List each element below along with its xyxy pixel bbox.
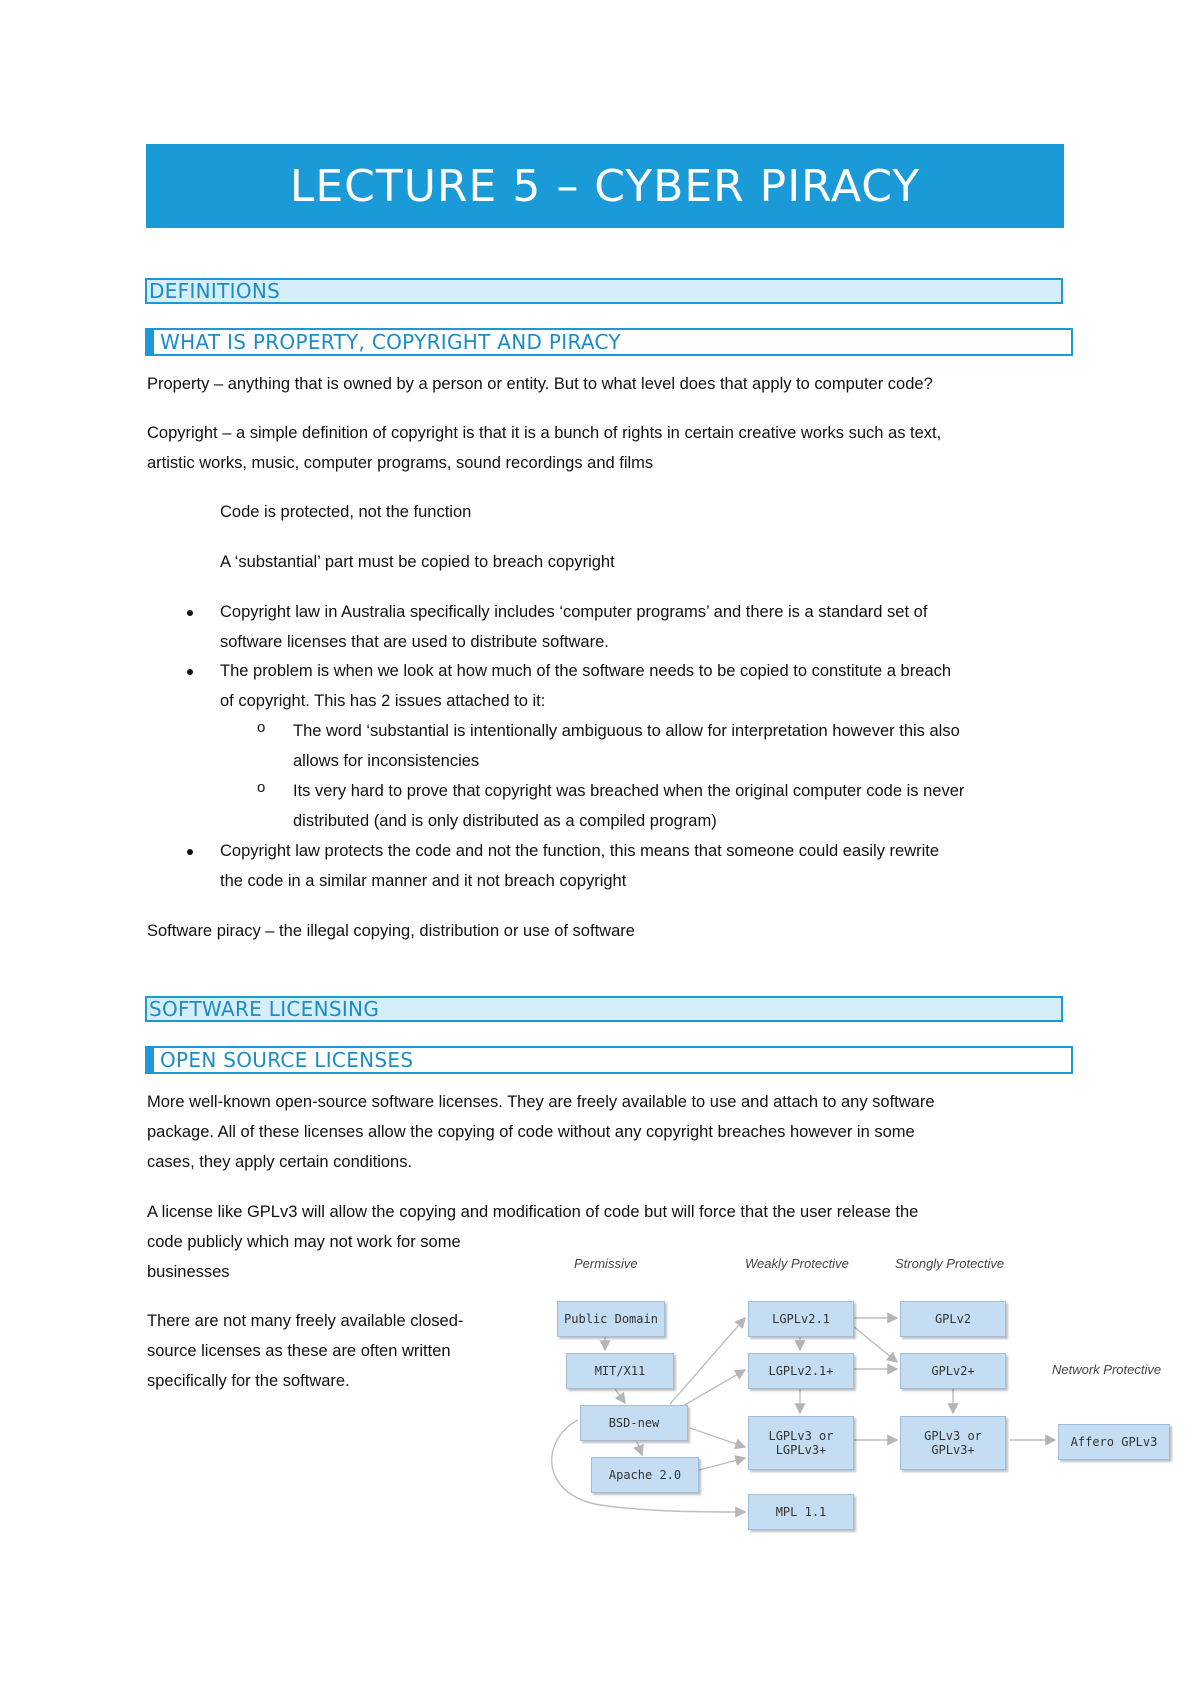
bullet-2-line2: of copyright. This has 2 issues attached to it: [220, 692, 546, 710]
node-mpl-1-1: MPL 1.1 [748, 1494, 854, 1530]
node-bsd-new: BSD-new [580, 1405, 688, 1441]
bullet-3-line2: the code in a similar manner and it not breach copyright [220, 872, 627, 890]
closed-source-paragraph-line1: There are not many freely available closed- [147, 1312, 464, 1330]
node-mit-x11: MIT/X11 [566, 1353, 674, 1389]
node-gplv2-plus: GPLv2+ [900, 1353, 1006, 1389]
bullet-2-line1: The problem is when we look at how much of the software needs to be copied to constitute a breach [220, 662, 952, 680]
substantial-note: A ‘substantial’ part must be copied to breach copyright [220, 553, 615, 571]
lecture-title: LECTURE 5 – CYBER PIRACY [146, 144, 1064, 228]
node-public-domain: Public Domain [557, 1301, 665, 1337]
bullet-3-line1: Copyright law protects the code and not the function, this means that someone could easily rewrite [220, 842, 940, 860]
copyright-definition-line1: Copyright – a simple definition of copyright is that it is a bunch of rights in certain creative works such as text, [147, 424, 942, 442]
arrow-apache-to-lgpl3 [699, 1458, 745, 1470]
caption-permissive: Permissive [574, 1256, 638, 1271]
arrow-lgpl21-to-gpl2plus [853, 1326, 897, 1362]
node-lgplv2-1: LGPLv2.1 [748, 1301, 854, 1337]
node-lgplv3 [748, 1416, 854, 1470]
bullet-dot [187, 849, 193, 855]
heading-property-copyright-piracy: WHAT IS PROPERTY, COPYRIGHT AND PIRACY [145, 328, 1073, 356]
gpl-paragraph-line1: A license like GPLv3 will allow the copying and modification of code but will force that the user release the [147, 1203, 919, 1221]
node-gplv3-line2: GPLv3+ [931, 1443, 975, 1457]
sub-bullet-marker: o [257, 719, 266, 736]
node-affero-gplv3: Affero GPLv3 [1058, 1424, 1170, 1460]
arrow-bsd-to-lgpl3 [690, 1428, 745, 1447]
bullet-dot [187, 669, 193, 675]
open-source-paragraph-line2: package. All of these licenses allow the copying of code without any copyright breaches however in some [147, 1123, 915, 1141]
code-protected-note: Code is protected, not the function [220, 503, 472, 521]
gpl-paragraph-line3: businesses [147, 1263, 230, 1281]
node-lgplv2-1-plus: LGPLv2.1+ [748, 1353, 854, 1389]
sub-bullet-2-line2: distributed (and is only distributed as a compiled program) [293, 812, 717, 830]
sub-bullet-marker: o [257, 779, 266, 796]
property-definition: Property – anything that is owned by a person or entity. But to what level does that apply to computer code? [147, 375, 933, 393]
closed-source-paragraph-line2: source licenses as these are often written [147, 1342, 451, 1360]
arrow-bsd-to-lgpl21plus [676, 1370, 745, 1410]
caption-weakly-protective: Weakly Protective [745, 1256, 849, 1271]
heading-software-licensing: SOFTWARE LICENSING [145, 996, 1063, 1022]
closed-source-paragraph-line3: specifically for the software. [147, 1372, 350, 1390]
copyright-definition-line2: artistic works, music, computer programs, sound recordings and films [147, 454, 654, 472]
gpl-paragraph-line2: code publicly which may not work for some [147, 1233, 461, 1251]
arrow-bsd-to-apache [637, 1442, 642, 1455]
bullet-dot [187, 610, 193, 616]
open-source-paragraph-line1: More well-known open-source software licenses. They are freely available to use and attach to any software [147, 1093, 935, 1111]
heading-open-source-licenses: OPEN SOURCE LICENSES [145, 1046, 1073, 1074]
node-gplv3-line1: GPLv3 or [924, 1429, 982, 1443]
node-gplv3 [900, 1416, 1006, 1470]
caption-network-protective: Network Protective [1052, 1362, 1162, 1377]
node-lgplv3-line1: LGPLv3 or [768, 1429, 834, 1443]
bullet-1-line1: Copyright law in Australia specifically includes ‘computer programs’ and there is a standard set of [220, 603, 928, 621]
software-piracy-definition: Software piracy – the illegal copying, distribution or use of software [147, 922, 635, 940]
node-apache-2: Apache 2.0 [591, 1457, 699, 1493]
sub-bullet-1-line1: The word ‘substantial is intentionally ambiguous to allow for interpretation however this also [293, 722, 960, 740]
heading-definitions: DEFINITIONS [145, 278, 1063, 304]
caption-strongly-protective: Strongly Protective [895, 1256, 1005, 1271]
arrow-bsd-to-lgpl21 [670, 1318, 745, 1404]
node-lgplv3-line2: LGPLv3+ [775, 1443, 827, 1457]
bullet-1-line2: software licenses that are used to distribute software. [220, 633, 609, 651]
arrow-mit-to-bsd [615, 1389, 625, 1403]
sub-bullet-2-line1: Its very hard to prove that copyright was breached when the original computer code is never [293, 782, 965, 800]
sub-bullet-1-line2: allows for inconsistencies [293, 752, 480, 770]
node-gplv2: GPLv2 [900, 1301, 1006, 1337]
open-source-paragraph-line3: cases, they apply certain conditions. [147, 1153, 413, 1171]
